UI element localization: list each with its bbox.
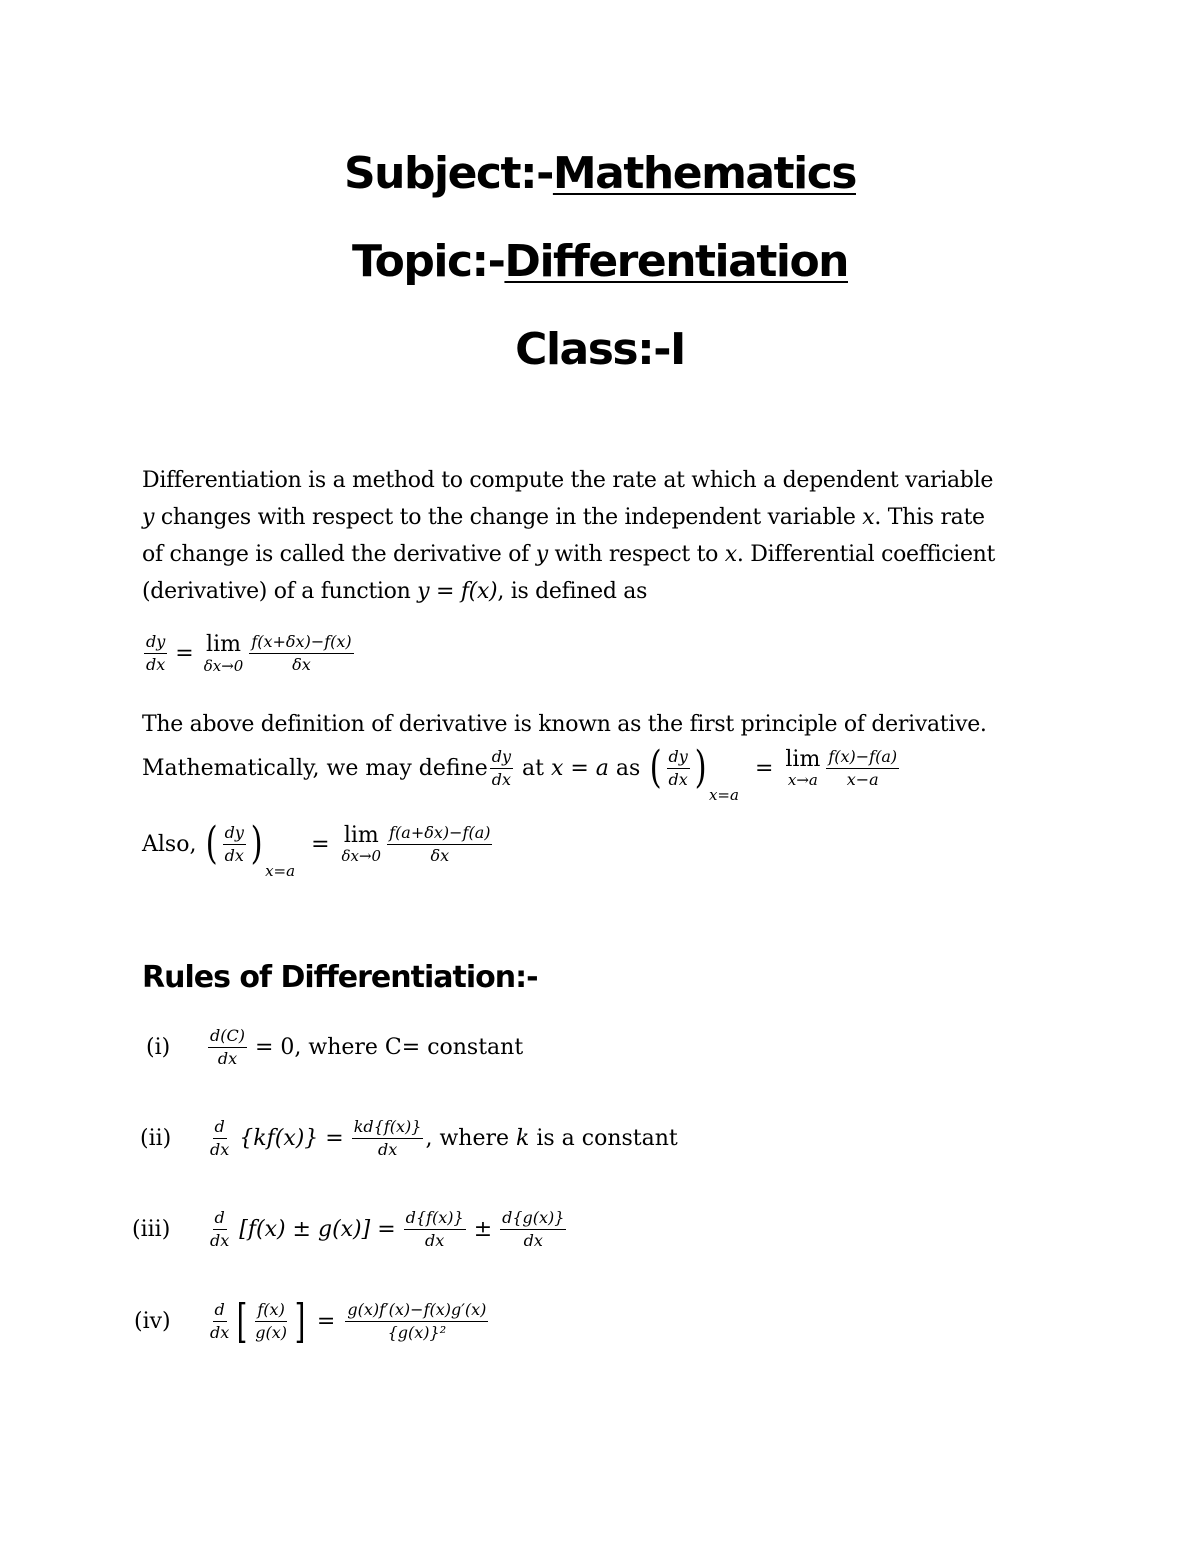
- difference-quotient: $\frac{f(x)-f(a)}{x-a}$: [828, 746, 898, 789]
- difference-quotient: $\frac{f(x+\delta x)-f(x)}{\delta x}$: [251, 632, 352, 674]
- rules-heading: Rules of Differentiation:-: [142, 960, 538, 995]
- also-equation: Also, ( $\frac{dy}{dx}$ ) x=a = lim δx→0 $\frac{f(a+\delta x)-f(a)}{\delta x}$: [142, 818, 491, 880]
- intro-paragraph: [142, 462, 1062, 610]
- intro-line-1: Differentiation is a method to compute the rate at which a dependent variable: [142, 468, 994, 493]
- first-principle-line-2: Mathematically, we may define $\frac{dy}{dx}$ at x = a as ( $\frac{dy}{dx}$ ) x=a = lim x→a $\frac{f(x)-f(a)}{x-a}$: [142, 742, 898, 804]
- class-line: [0, 324, 1200, 375]
- limit: lim x→a: [785, 746, 821, 790]
- subject-label: Subject:-: [343, 148, 553, 199]
- subject-value: Mathematics: [552, 148, 856, 199]
- limit: lim δx→0: [203, 632, 244, 675]
- intro-line-2: y changes with respect to the change in the independent variable x. This rate: [142, 505, 985, 530]
- rule-item: (iv) $\frac{d}{dx}$ [ $\frac{f(x)}{g(x)}$ ] = $\frac{g(x)f'(x)-f(x)g'(x)}{\text{\{g(x)\}²}}$: [134, 1294, 487, 1348]
- difference-quotient: $\frac{f(a+\delta x)-f(a)}{\delta x}$: [389, 822, 491, 865]
- first-principle-line-1: The above definition of derivative is known as the first principle of derivative.: [142, 712, 987, 737]
- dy-dx-fraction: $\frac{dy}{dx}$: [146, 632, 166, 674]
- derivative-definition-equation: $\frac{dy}{dx}$ = lim δx→0 $\frac{f(x+\delta x)-f(x)}{\delta x}$: [146, 632, 352, 675]
- rule-item: (iii) $\frac{d}{dx}$ [f(x) ± g(x)] = $\frac{d\{f(x)\}}{dx}$ ± $\frac{d\{g(x)\}}{dx}$: [132, 1208, 565, 1250]
- first-principle-paragraph: [142, 706, 1062, 743]
- subject-line: [0, 148, 1200, 199]
- evaluated-derivative: ( $\frac{dy}{dx}$ ) x=a: [206, 818, 296, 880]
- topic-line: [0, 236, 1200, 287]
- rule-item: (i) $\frac{d(C)}{dx}$ = 0, where C= constant: [146, 1026, 524, 1068]
- topic-label: Topic:-: [352, 236, 505, 287]
- evaluated-derivative: ( $\frac{dy}{dx}$ ) x=a: [649, 742, 739, 804]
- intro-line-3: of change is called the derivative of y with respect to x. Differential coefficient: [142, 542, 996, 567]
- limit: lim δx→0: [341, 822, 382, 866]
- intro-line-4: (derivative) of a function y = f(x), is defined as: [142, 579, 648, 604]
- topic-value: Differentiation: [504, 236, 848, 287]
- class-label: Class:-I: [515, 324, 685, 375]
- dy-dx-fraction: $\frac{dy}{dx}$: [491, 746, 512, 789]
- rule-item: (ii) $\frac{d}{dx}$ {kf(x)} = $\frac{kd\{f(x)\}}{dx}$ , where k is a constant: [140, 1117, 678, 1159]
